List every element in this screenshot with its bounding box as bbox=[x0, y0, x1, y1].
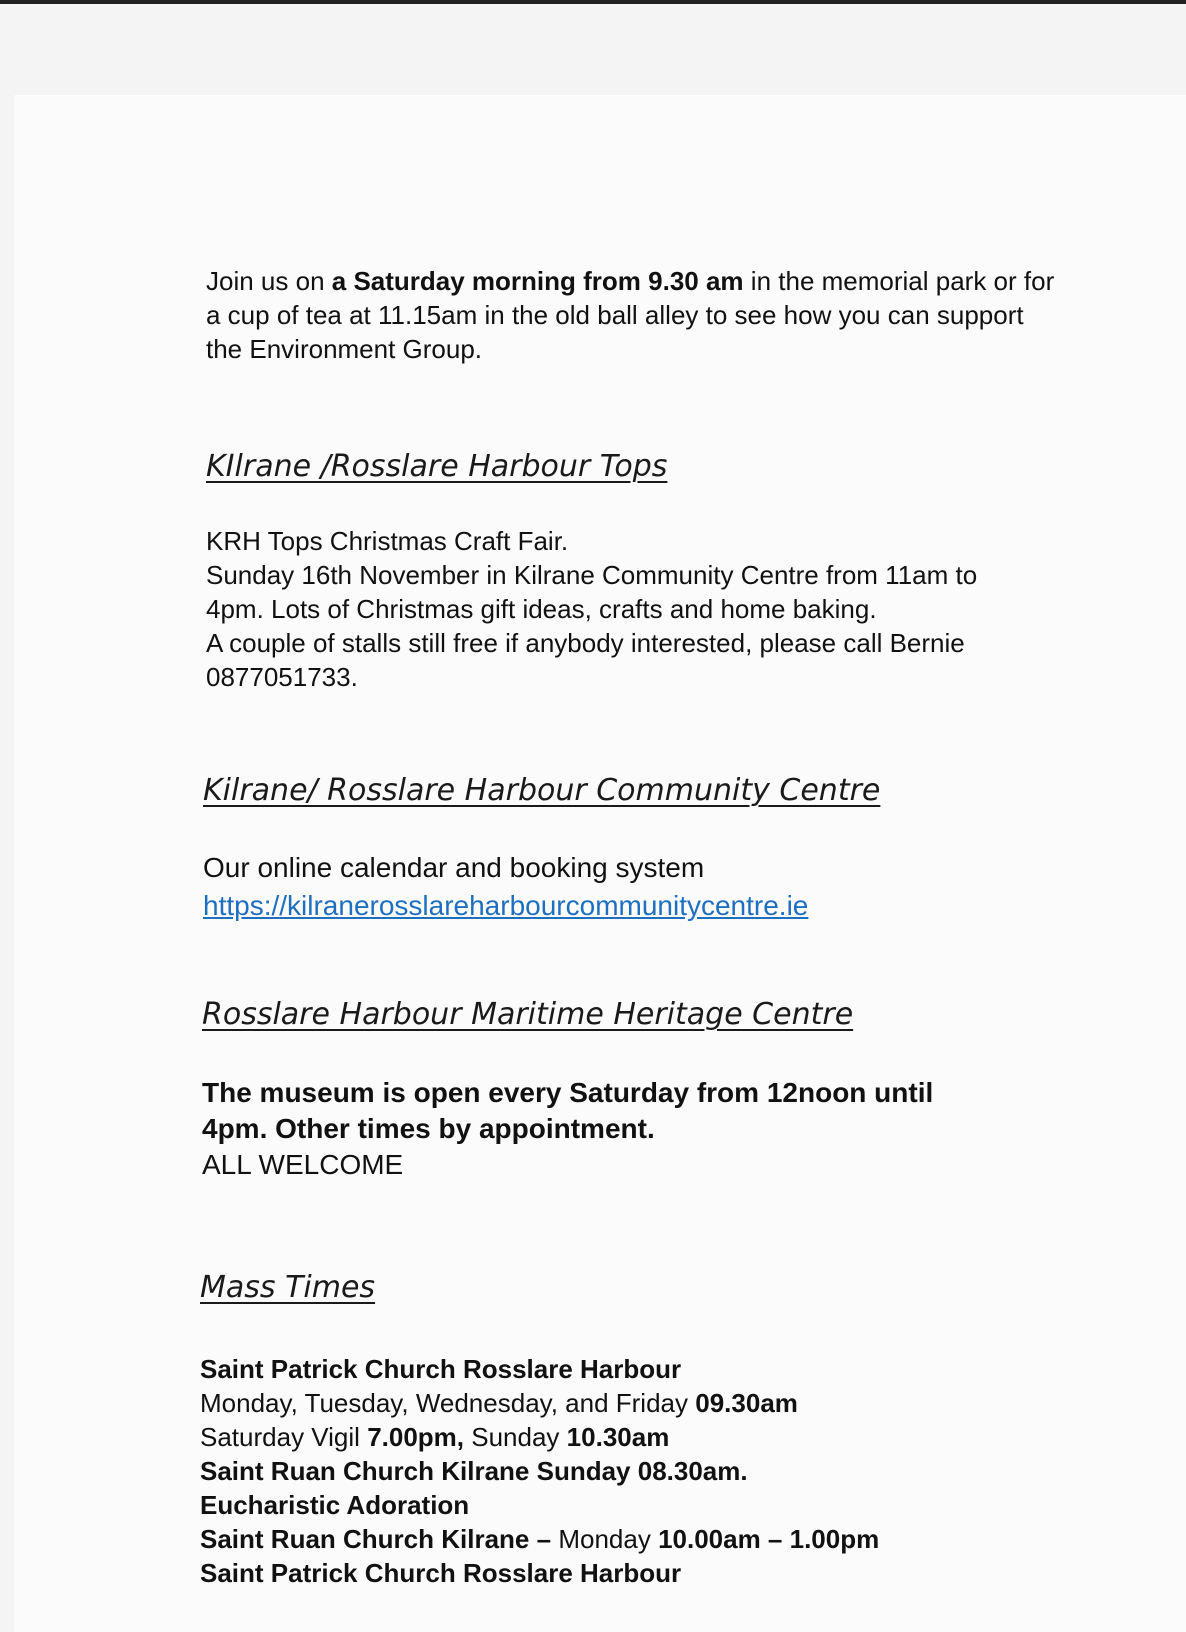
community-heading: Kilrane/ Rosslare Harbour Community Centre bbox=[203, 773, 881, 808]
environment-intro: Join us on bbox=[206, 266, 325, 296]
community-heading-wrap bbox=[203, 771, 1103, 811]
environment-section bbox=[206, 264, 1066, 366]
scan-top-edge bbox=[0, 0, 1186, 4]
museum-heading-wrap bbox=[202, 995, 1102, 1035]
adoration-dash: – bbox=[536, 1524, 552, 1554]
mass-weekday-line bbox=[200, 1386, 1100, 1420]
tops-line-2: Sunday 16th November in Kilrane Community Centre from 11am to 4pm. Lots of Christmas gift ideas, crafts and home baking. bbox=[206, 560, 978, 624]
community-section bbox=[203, 849, 1103, 925]
adoration-line bbox=[200, 1522, 1100, 1556]
environment-time-highlight: a Saturday morning from 9.30 am bbox=[331, 266, 744, 296]
museum-heading: Rosslare Harbour Maritime Heritage Centre bbox=[202, 997, 854, 1032]
museum-welcome: ALL WELCOME bbox=[202, 1149, 404, 1180]
mass-vigil-time: 7.00pm, bbox=[367, 1422, 465, 1452]
community-text: Our online calendar and booking system bbox=[203, 852, 705, 883]
adoration-church: Saint Ruan Church Kilrane bbox=[200, 1524, 530, 1554]
tops-section bbox=[206, 524, 1026, 694]
museum-hours: The museum is open every Saturday from 12noon until 4pm. Other times by appointment. bbox=[202, 1077, 934, 1144]
community-link[interactable]: https://kilranerosslareharbourcommunitycentre.ie bbox=[203, 890, 809, 921]
adoration-time: 10.00am – 1.00pm bbox=[658, 1524, 880, 1554]
adoration-heading: Eucharistic Adoration bbox=[200, 1490, 470, 1520]
mass-kilrane-sunday: Saint Ruan Church Kilrane Sunday 08.30am. bbox=[200, 1456, 748, 1486]
mass-weekend-line bbox=[200, 1420, 1100, 1454]
mass-sunday-time: 10.30am bbox=[566, 1422, 670, 1452]
mass-vigil-label: Saturday Vigil bbox=[200, 1422, 360, 1452]
tops-line-3: A couple of stalls still free if anybody interested, please call Bernie 0877051733. bbox=[206, 628, 965, 692]
tops-heading-wrap bbox=[206, 447, 1086, 487]
mass-weekday-days: Monday, Tuesday, Wednesday, and Friday bbox=[200, 1388, 689, 1418]
mass-sunday-label: Sunday bbox=[471, 1422, 560, 1452]
tops-line-1: KRH Tops Christmas Craft Fair. bbox=[206, 526, 569, 556]
museum-section bbox=[202, 1075, 1002, 1183]
mass-section bbox=[200, 1352, 1100, 1590]
mass-church-1: Saint Patrick Church Rosslare Harbour bbox=[200, 1354, 682, 1384]
tops-heading: KIlrane /Rosslare Harbour Tops bbox=[206, 449, 668, 484]
mass-heading-wrap bbox=[200, 1268, 800, 1308]
environment-rest: in the memorial park or for a cup of tea at 11.15am in the old ball alley to see how you can support the Environment Group. bbox=[206, 266, 1055, 364]
adoration-church-2: Saint Patrick Church Rosslare Harbour bbox=[200, 1558, 682, 1588]
mass-weekday-time: 09.30am bbox=[695, 1388, 798, 1418]
mass-heading: Mass Times bbox=[200, 1270, 376, 1305]
adoration-day: Monday bbox=[558, 1524, 651, 1554]
environment-paragraph bbox=[206, 264, 1066, 366]
